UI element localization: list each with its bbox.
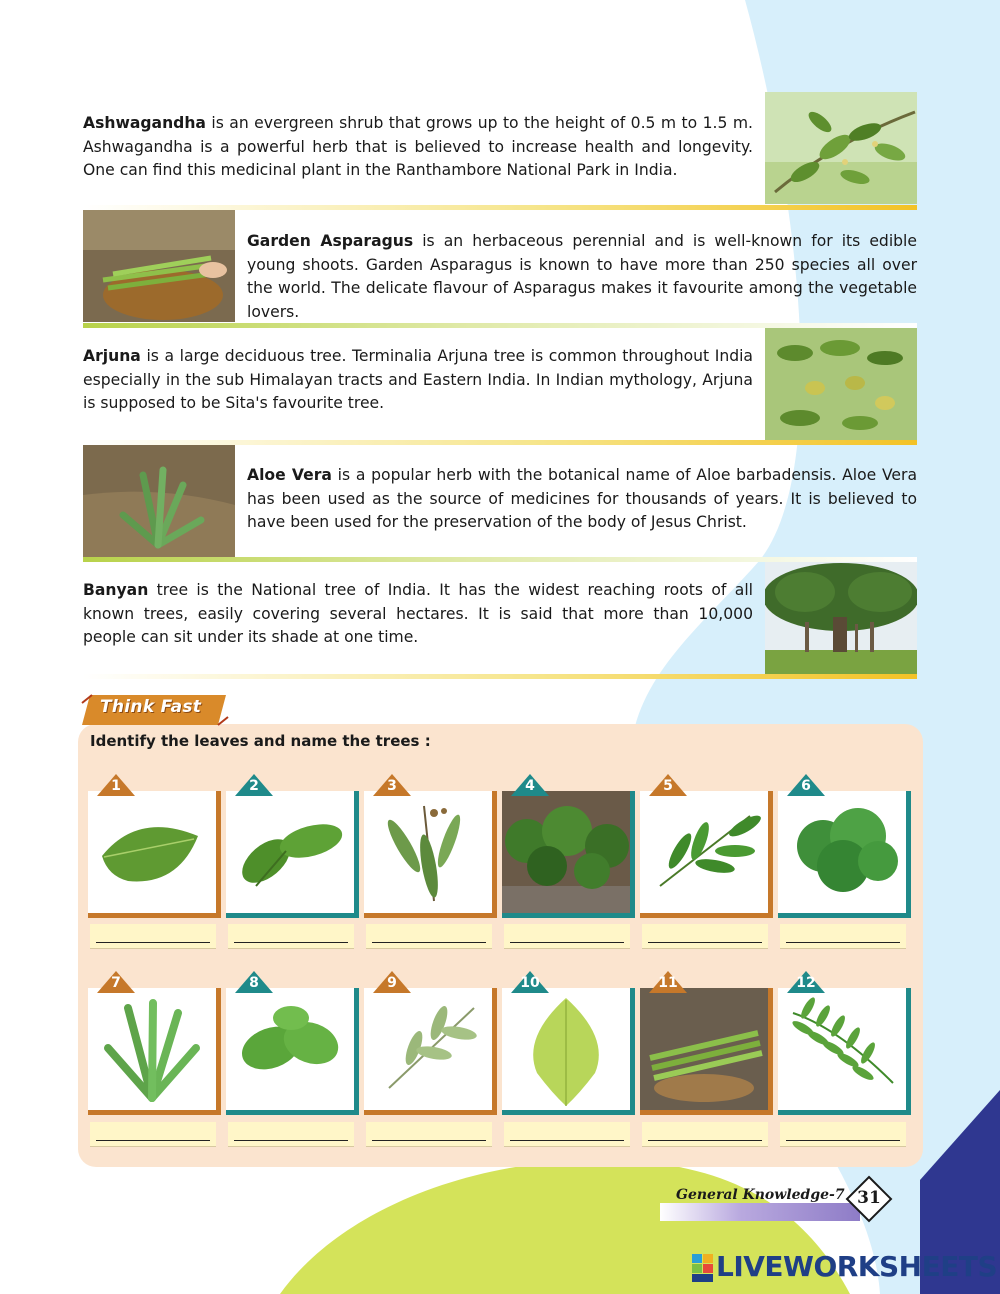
asparagus-basket-photo — [83, 210, 235, 322]
leaf-image — [640, 791, 768, 913]
entry-text — [83, 579, 753, 650]
leaf-card-9 — [364, 988, 497, 1115]
leaf-image — [364, 988, 492, 1110]
entry-text — [83, 345, 753, 416]
leaf-card-3 — [364, 791, 497, 918]
leaf-image — [226, 791, 354, 913]
leaf-number: 7 — [111, 975, 121, 991]
liveworksheets-logo-icon — [692, 1250, 714, 1284]
leaf-card-7 — [88, 988, 221, 1115]
leaf-number: 10 — [520, 975, 540, 991]
entry-description: tree is the National tree of India. It has the widest reaching roots of all known trees, easily covering several hectares. It is said that more than 10,000 people can sit under its shade at one time. — [83, 581, 753, 646]
arjuna-photo — [765, 328, 917, 440]
leaf-image — [778, 988, 906, 1110]
leaf-card-10 — [502, 988, 635, 1115]
answer-field-10[interactable] — [504, 1122, 630, 1147]
entry-title: Ashwagandha — [83, 114, 206, 132]
book-title: General Knowledge-7 — [676, 1187, 845, 1203]
leaf-number: 5 — [663, 778, 673, 794]
answer-field-1[interactable] — [90, 924, 216, 949]
leaf-card-8 — [226, 988, 359, 1115]
answer-field-9[interactable] — [366, 1122, 492, 1147]
entry-title: Banyan — [83, 581, 149, 599]
divider-rule — [83, 674, 917, 679]
aloe-vera-photo — [83, 445, 235, 557]
leaf-number: 12 — [796, 975, 816, 991]
leaf-image — [778, 791, 906, 913]
leaf-image — [502, 988, 630, 1110]
liveworksheets-brand: LIVEWORKSHEETS — [716, 1250, 998, 1283]
entry-title: Aloe Vera — [247, 466, 332, 484]
leaf-card-5 — [640, 791, 773, 918]
think-fast-instruction: Identify the leaves and name the trees : — [90, 732, 431, 750]
leaf-number: 11 — [658, 975, 678, 991]
leaf-image — [364, 791, 492, 913]
entry-text — [247, 464, 917, 535]
entry-banyan — [83, 562, 917, 680]
ashwagandha-photo — [765, 92, 917, 204]
leaf-card-6 — [778, 791, 911, 918]
answer-field-8[interactable] — [228, 1122, 354, 1147]
entry-description: is a popular herb with the botanical name of Aloe barbadensis. Aloe Vera has been used as the source of medicines for thousands of years. It is believed to have been used for the preservation of the body of Jesus Christ. — [247, 466, 917, 531]
entry-text — [247, 230, 917, 324]
entry-garden-asparagus — [83, 210, 917, 330]
answer-field-12[interactable] — [780, 1122, 906, 1147]
entry-text — [83, 112, 753, 183]
leaf-image — [88, 791, 216, 913]
answer-field-2[interactable] — [228, 924, 354, 949]
entry-description: is an evergreen shrub that grows up to the height of 0.5 m to 1.5 m. Ashwagandha is a powerful herb that is believed to increase health and longevity. One can find this medicinal plant in the Ranthambore National Park in India. — [83, 114, 753, 179]
entry-title: Garden Asparagus — [247, 232, 414, 250]
leaf-image — [226, 988, 354, 1110]
footer-band — [660, 1203, 860, 1221]
leaf-number: 9 — [387, 975, 397, 991]
leaf-number: 1 — [111, 778, 121, 794]
leaf-image — [88, 988, 216, 1110]
banyan-photo — [765, 562, 917, 674]
leaf-card-1 — [88, 791, 221, 918]
leaf-image — [640, 988, 768, 1110]
leaf-number: 6 — [801, 778, 811, 794]
leaf-number: 8 — [249, 975, 259, 991]
entry-description: is an herbaceous perennial and is well-known for its edible young shoots. Garden Asparagus is known to have more than 250 species all over the world. The delicate flavour of Asparagus makes it favourite among the vegetable lovers. — [247, 232, 917, 321]
entry-aloe-vera — [83, 445, 917, 563]
leaf-card-2 — [226, 791, 359, 918]
leaf-number: 3 — [387, 778, 397, 794]
entry-title: Arjuna — [83, 347, 141, 365]
answer-field-3[interactable] — [366, 924, 492, 949]
answer-field-11[interactable] — [642, 1122, 768, 1147]
answer-field-7[interactable] — [90, 1122, 216, 1147]
answer-field-4[interactable] — [504, 924, 630, 949]
think-fast-title: Think Fast — [100, 697, 202, 717]
answer-field-6[interactable] — [780, 924, 906, 949]
entry-description: is a large deciduous tree. Terminalia Arjuna tree is common throughout India especially in the sub Himalayan tracts and Eastern India. In Indian mythology, Arjuna is supposed to be Sita's favourite tree. — [83, 347, 753, 412]
leaf-number: 2 — [249, 778, 259, 794]
leaf-card-11 — [640, 988, 773, 1115]
answer-field-5[interactable] — [642, 924, 768, 949]
leaf-number: 4 — [525, 778, 535, 794]
leaf-image — [502, 791, 630, 913]
entry-ashwagandha — [83, 92, 917, 212]
leaf-card-12 — [778, 988, 911, 1115]
leaf-card-4 — [502, 791, 635, 918]
entry-arjuna — [83, 328, 917, 446]
page-number: 31 — [857, 1188, 881, 1208]
